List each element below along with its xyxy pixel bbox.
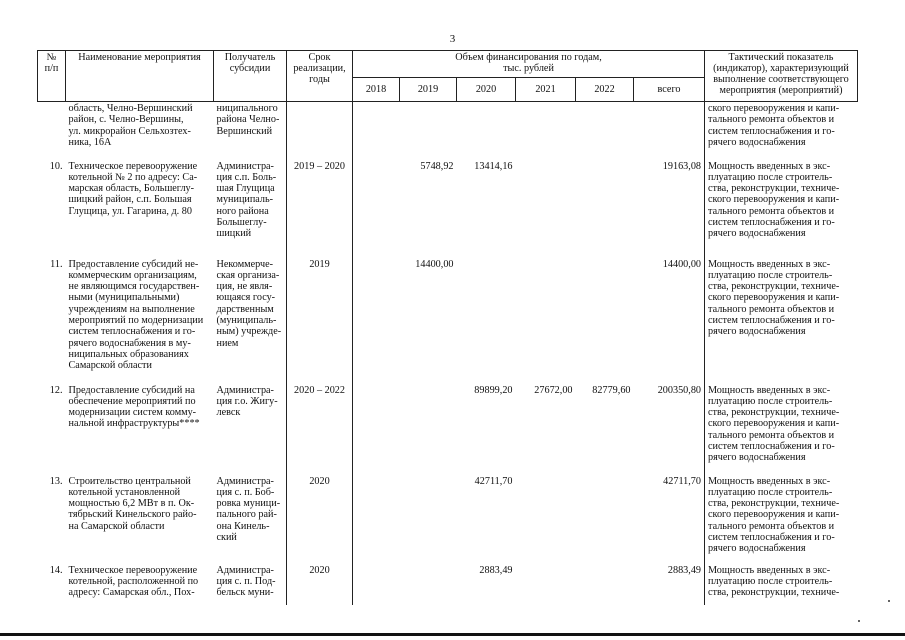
row-value-2018 xyxy=(353,375,400,466)
row-value-2022 xyxy=(576,102,634,151)
table-body xyxy=(38,102,858,605)
row-value-2018 xyxy=(353,555,400,605)
row-name: Техническое перевооружение котельной № 2 по адресу: Са- марская область, Большеглу- шицкий район, с.п. Большая Глущица, ул. Гагарина, д. 80 xyxy=(68,160,198,217)
row-value-2022 xyxy=(576,249,634,375)
header-year-2022: 2022 xyxy=(576,78,634,102)
row-name: Предоставление субсидий на обеспечение мероприятий по модернизации систем комму- нальной инфраструктуры**** xyxy=(68,384,200,430)
table-row xyxy=(38,466,858,555)
row-value-total: 2883,49 xyxy=(667,564,701,576)
row-term: 2020 xyxy=(287,466,353,555)
row-term: 2019 xyxy=(287,249,353,375)
row-value-2019: 14400,00 xyxy=(415,258,454,270)
row-number: 12. xyxy=(49,384,63,396)
header-year-2019: 2019 xyxy=(400,78,457,102)
financing-table xyxy=(37,50,858,605)
row-name: Строительство центральной котельной установленной мощностью 6,2 МВт в п. Ок- тябрьский Кинельского райо- на Самарской области xyxy=(68,475,197,532)
row-term: 2020 xyxy=(287,555,353,605)
row-number: 13. xyxy=(49,475,63,487)
row-indicator: Мощность введенных в экс- плуатацию после строитель- ства, реконструкции, техниче- ского перевооружения и капи- тального ремонта объектов и систем теплоснабжения и го- рячего водоснабжения xyxy=(705,375,858,466)
row-recipient: ниципального района Челно- Вершинский xyxy=(216,103,280,137)
row-value-2022 xyxy=(576,555,634,605)
row-indicator: ского перевооружения и капи- тального ремонта объектов и систем теплоснабжения и го- рячего водоснабжения xyxy=(705,102,858,151)
row-number: 10. xyxy=(49,160,63,172)
row-value-2019 xyxy=(400,466,457,555)
header-year-2018: 2018 xyxy=(353,78,400,102)
row-recipient: Администра- ция г.о. Жигу- левск xyxy=(216,384,278,419)
row-value-2019 xyxy=(400,375,457,466)
row-value-2021 xyxy=(516,151,576,249)
row-recipient: Администра- ция с.п. Боль- шая Глущица муниципаль- ного района Большеглу- шицкий xyxy=(216,160,277,240)
row-indicator: Мощность введенных в экс- плуатацию после строитель- ства, реконструкции, техниче- ского перевооружения и капи- тального ремонта объектов и систем теплоснабжения и го- рячего водоснабжения xyxy=(705,466,858,555)
table-row xyxy=(38,249,858,375)
row-value-total: 42711,70 xyxy=(663,475,701,487)
row-value-2020 xyxy=(457,102,516,151)
row-value-2019 xyxy=(400,102,457,151)
row-value-2022: 82779,60 xyxy=(592,384,631,396)
row-recipient: Некоммерче- ская организа- ция, не явля- ющаяся госу- дарственным (муниципаль- ным) учрежде- нием xyxy=(216,258,282,349)
table-row xyxy=(38,151,858,249)
row-value-total: 14400,00 xyxy=(662,258,701,270)
row-value-2021: 27672,00 xyxy=(534,384,573,396)
row-recipient: Администра- ция с. п. Под- бельск муни- xyxy=(216,564,276,599)
row-value-2021 xyxy=(516,102,576,151)
row-value-2022 xyxy=(576,151,634,249)
row-value-2018 xyxy=(353,249,400,375)
row-name: Предоставление субсидий не- коммерческим организациям, не являющимся государствен- ными (муниципальными) учреждениям на выполнение мероприятий по модернизации систем теплоснабжения и го- рячего водоснабжения в му- ниципальных образованиях Самарской области xyxy=(68,258,204,372)
row-indicator: Мощность введенных в экс- плуатацию после строитель- ства, реконструкции, техниче- xyxy=(705,555,858,605)
row-indicator: Мощность введенных в экс- плуатацию после строитель- ства, реконструкции, техниче- ского перевооружения и капи- тального ремонта объектов и систем теплоснабжения и го- рячего водоснабжения xyxy=(705,151,858,249)
header-funding: Объем финансирования по годам, тыс. рублей xyxy=(353,51,705,78)
row-value-2020: 89899,20 xyxy=(474,384,513,396)
table-row xyxy=(38,555,858,605)
row-number: 11. xyxy=(50,258,63,270)
header-indicator: Тактический показатель (индикатор), характеризующий выполнение соответствующего мероприятия (мероприятий) xyxy=(705,51,858,102)
scan-speck xyxy=(888,600,890,602)
header-term: Срок реализации, годы xyxy=(287,51,353,102)
row-value-total: 19163,08 xyxy=(662,160,701,172)
row-term: 2020 – 2022 xyxy=(287,375,353,466)
row-value-2018 xyxy=(353,102,400,151)
row-value-2018 xyxy=(353,466,400,555)
page-bottom-rule xyxy=(0,633,905,636)
row-value-2018 xyxy=(353,151,400,249)
row-value-total xyxy=(634,102,705,151)
table-row xyxy=(38,375,858,466)
row-value-total: 200350,80 xyxy=(657,384,701,396)
page-number: 3 xyxy=(449,33,456,45)
row-value-2021 xyxy=(516,466,576,555)
row-value-2019 xyxy=(400,555,457,605)
row-term: 2019 – 2020 xyxy=(287,151,353,249)
row-value-2020 xyxy=(457,249,516,375)
header-year-total: всего xyxy=(634,78,705,102)
scan-speck xyxy=(858,620,860,622)
row-value-2022 xyxy=(576,466,634,555)
row-indicator: Мощность введенных в экс- плуатацию после строитель- ства, реконструкции, техниче- ского перевооружения и капи- тального ремонта объектов и систем теплоснабжения и го- рячего водоснабжения xyxy=(705,249,858,375)
row-number xyxy=(38,102,66,151)
row-name: Техническое перевооружение котельной, расположенной по адресу: Самарская обл., Пох- xyxy=(68,564,199,599)
row-term xyxy=(287,102,353,151)
row-recipient: Администра- ция с. п. Боб- ровка муници- пального рай- она Кинель- ский xyxy=(216,475,281,543)
row-value-2020: 42711,70 xyxy=(474,475,513,487)
header-year-2020: 2020 xyxy=(457,78,516,102)
row-value-2021 xyxy=(516,555,576,605)
row-value-2021 xyxy=(516,249,576,375)
header-year-2021: 2021 xyxy=(516,78,576,102)
header-name: Наименование мероприятия xyxy=(66,51,214,102)
row-number: 14. xyxy=(49,564,63,576)
row-name: область, Челно-Вершинский район, с. Челно-Вершины, ул. микрорайон Сельхозтех- ника, 16А xyxy=(68,103,193,148)
header-recipient: Получатель субсидии xyxy=(214,51,287,102)
header-number: № п/п xyxy=(38,51,66,102)
row-value-2020: 2883,49 xyxy=(479,564,513,576)
row-value-2019: 5748,92 xyxy=(420,160,454,172)
table-row xyxy=(38,102,858,151)
row-value-2020: 13414,16 xyxy=(474,160,513,172)
